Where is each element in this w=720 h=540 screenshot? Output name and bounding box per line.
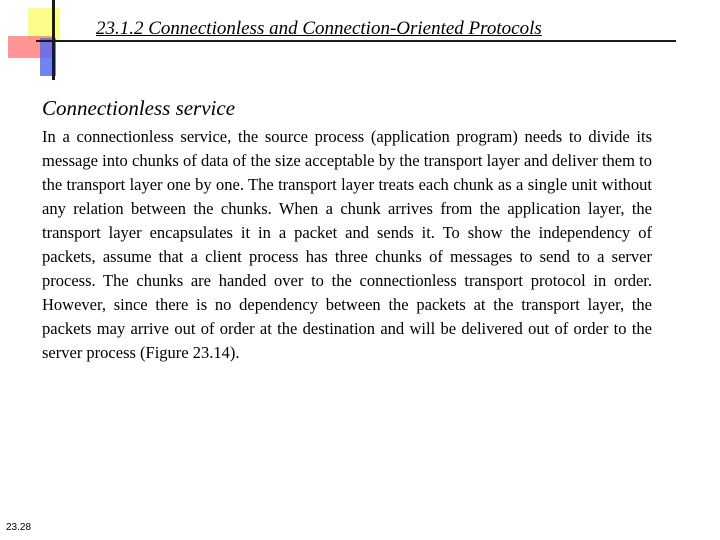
slide-number: 23.28 — [6, 522, 32, 533]
slide-title: 23.1.2 Connectionless and Connection-Oriented Protocols — [96, 18, 542, 39]
section-heading: Connectionless service — [42, 96, 236, 120]
body-paragraph: In a connectionless service, the source process (application program) needs to divide its message into chunks of data of the size acceptable by the transport layer and deliver them to the transport layer one by one. The transport layer treats each chunk as a single unit without any relation between the chunks. When a chunk arrives from the application layer, the transport layer encapsulates it in a packet and sends it. To show the independency of packets, assume that a client process has three chunks of messages to send to a server process. The chunks are handed over to the connectionless transport protocol in order. However, since there is no dependency between the packets at the transport layer, the packets may arrive out of order at the destination and will be delivered out of order to the server process (Figure 23.14). — [42, 127, 652, 362]
title-underline-rule — [36, 40, 676, 42]
